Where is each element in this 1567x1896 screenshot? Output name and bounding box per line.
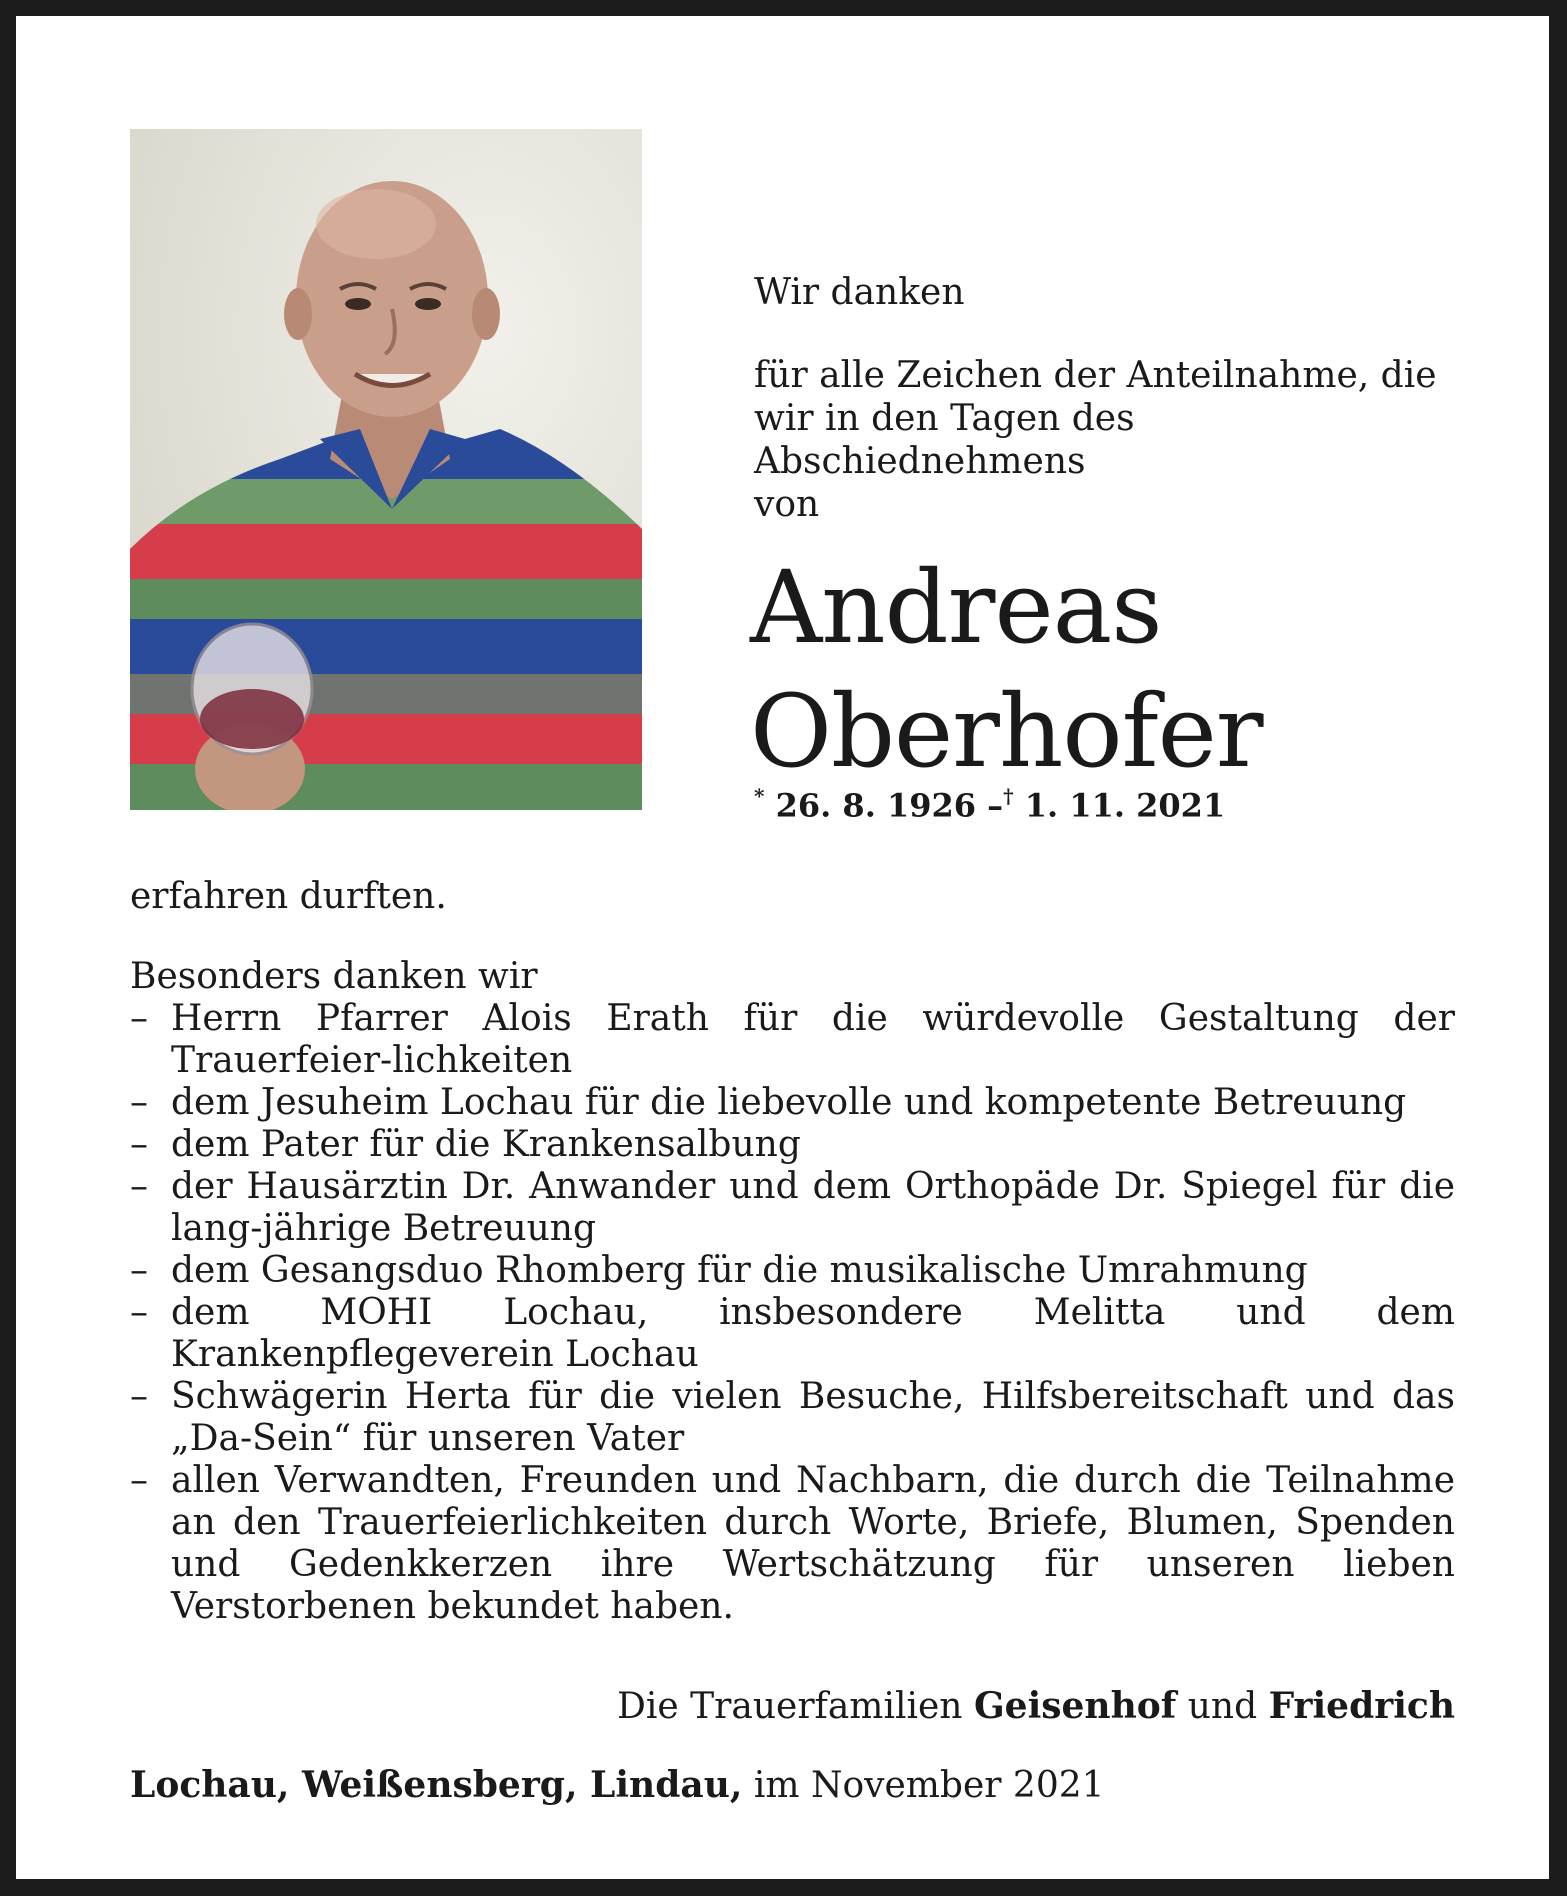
thanks-item: – Herrn Pfarrer Alois Erath für die würdevolle Gestaltung der Trauerfeier-lichkeiten [130,998,1455,1082]
places: Lochau, Weißensberg, Lindau, [130,1764,743,1806]
intro-line-3: von [754,484,820,525]
thanks-item: – dem Gesangsduo Rhomberg für die musikalische Umrahmung [130,1250,1455,1292]
family-name-2: Friedrich [1268,1685,1455,1727]
signature-conjunction: und [1187,1686,1258,1727]
death-symbol: † [1003,784,1014,808]
body-text [130,876,1455,1628]
thanks-item: – dem Jesuheim Lochau für die liebevolle und kompetente Betreuung [130,1082,1455,1124]
signature [617,1685,1455,1727]
closing-line: erfahren durften. [130,876,447,917]
first-name: Andreas [750,549,1162,666]
thanks-item: – allen Verwandten, Freunden und Nachbarn, die durch die Teilnahme an den Trauerfeierlichkeiten durch Worte, Briefe, Blumen, Spenden und Gedenkkerzen ihre Wertschätzung für unseren lieben Verstorbenen bekundet haben. [130,1460,1455,1628]
birth-date: 26. 8. 1926 [775,786,977,825]
intro-line-1: für alle Zeichen der Anteilnahme, die [754,355,1437,396]
place-date-line [130,1764,1105,1806]
thanks-heading: Wir danken [754,272,965,313]
deceased-name [750,546,1510,794]
portrait-photo-graphic [130,129,642,810]
thanks-item: – dem Pater für die Krankensalbung [130,1124,1455,1166]
special-thanks-heading: Besonders danken wir [130,956,538,997]
last-name: Oberhofer [750,673,1263,790]
intro-text [754,271,1455,526]
life-dates [754,786,1225,825]
month-year: im November 2021 [753,1765,1105,1806]
obituary-page [16,16,1549,1879]
thanks-list [130,998,1455,1628]
intro-line-2: wir in den Tagen des Abschiednehmens [754,398,1135,482]
thanks-item: – der Hausärztin Dr. Anwander und dem Orthopäde Dr. Spiegel für die lang-jährige Betreuung [130,1166,1455,1250]
date-dash: – [987,786,1004,825]
death-date: 1. 11. 2021 [1024,786,1226,825]
birth-symbol: * [754,784,765,808]
thanks-item: – dem MOHI Lochau, insbesondere Melitta und dem Krankenpflegeverein Lochau [130,1292,1455,1376]
portrait-photo [130,129,642,810]
family-name-1: Geisenhof [973,1685,1177,1727]
signature-prefix: Die Trauerfamilien [617,1686,963,1727]
thanks-item: – Schwägerin Herta für die vielen Besuche, Hilfsbereitschaft und das „Da-Sein“ für unseren Vater [130,1376,1455,1460]
